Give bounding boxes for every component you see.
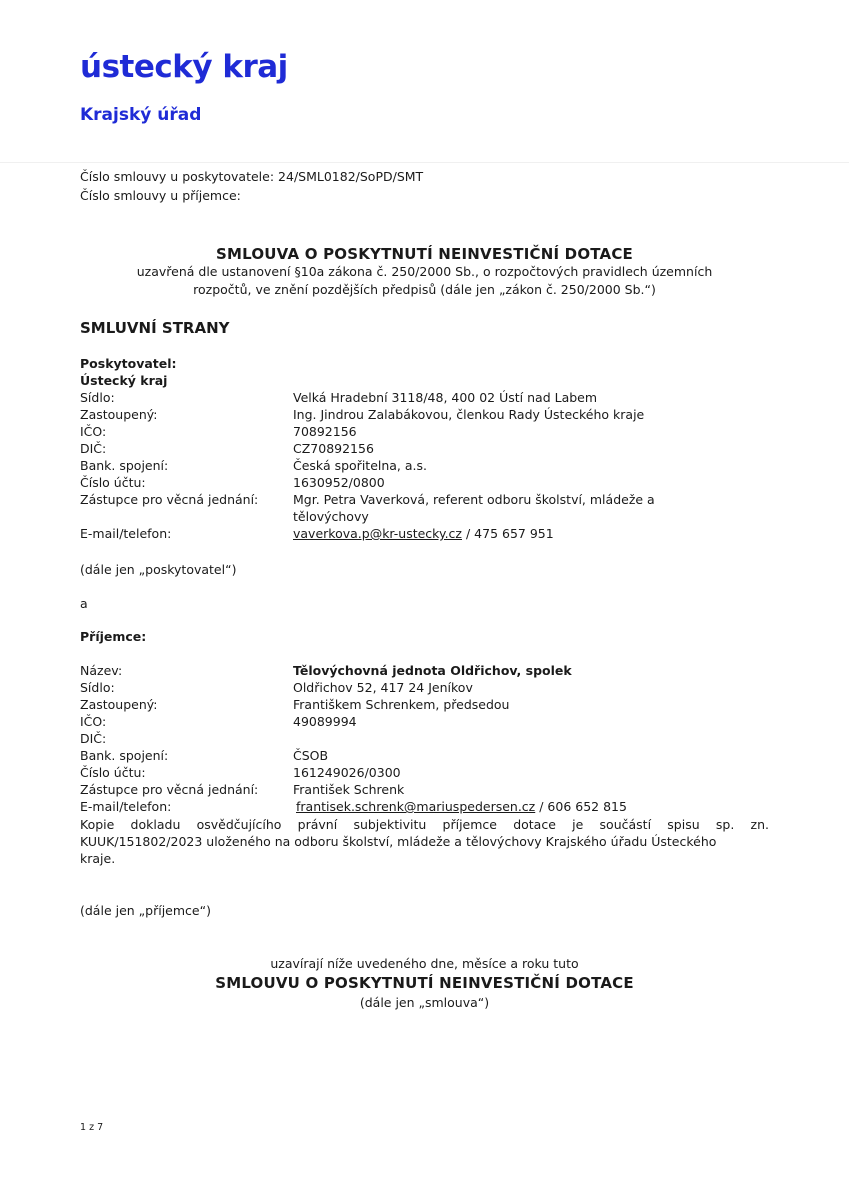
recipient-row-contact [80, 781, 780, 798]
recipient-row-bank [80, 747, 780, 764]
title-subline-1: uzavřená dle ustanovení §10a zákona č. 250/2000 Sb., o rozpočtových pravidlech územních [136, 264, 713, 279]
row-value: František Schrenk [293, 782, 405, 797]
row-value: 70892156 [293, 424, 357, 439]
row-value [293, 525, 554, 542]
recipient-note-line-3: kraje. [80, 851, 116, 866]
row-label: IČO: [80, 714, 107, 729]
provider-row-email [80, 525, 780, 542]
row-value: tělovýchovy [293, 509, 369, 524]
office-subtitle: Krajský úřad [80, 105, 202, 125]
document-title: SMLOUVA O POSKYTNUTÍ NEINVESTIČNÍ DOTACE [215, 245, 634, 263]
recipient-heading: Příjemce: [80, 629, 147, 644]
row-label: Název: [80, 663, 123, 678]
row-label: Číslo účtu: [80, 765, 146, 780]
row-value: 1630952/0800 [293, 475, 385, 490]
recipient-email-link[interactable]: frantisek.schrenk@mariuspedersen.cz [296, 799, 536, 814]
row-value: Velká Hradební 3118/48, 400 02 Ústí nad Labem [293, 390, 598, 405]
row-label: E-mail/telefon: [80, 799, 172, 814]
row-label: E-mail/telefon: [80, 526, 172, 541]
row-label: Zastoupený: [80, 697, 158, 712]
recipient-row-ico [80, 713, 780, 730]
header-divider [0, 162, 849, 163]
recipient-note-line-2: KUUK/151802/2023 uloženého na odboru školství, mládeže a tělovýchovy Krajského úřadu Ústeckého [80, 834, 717, 849]
row-value: Oldřichov 52, 417 24 Jeníkov [293, 680, 473, 695]
logo-ustecky-kraj: ústecký kraj [80, 49, 288, 85]
page-number: 1 z 7 [80, 1122, 104, 1133]
recipient-row-account [80, 764, 780, 781]
provider-contract-number: Číslo smlouvy u poskytovatele: 24/SML0182/SoPD/SMT [80, 169, 424, 184]
row-label: Bank. spojení: [80, 748, 169, 763]
section-title-parties: SMLUVNÍ STRANY [80, 319, 230, 337]
recipient-phone: / 606 652 815 [535, 799, 627, 814]
title-subline-2: rozpočtů, ve znění pozdějších předpisů (dále jen „zákon č. 250/2000 Sb.“) [193, 282, 656, 297]
provider-email-link[interactable]: vaverkova.p@kr-ustecky.cz [293, 526, 462, 541]
closing-alias: (dále jen „smlouva“) [359, 995, 490, 1010]
row-label: Sídlo: [80, 390, 115, 405]
provider-row-represented [80, 406, 780, 423]
recipient-row-name [80, 662, 780, 679]
row-value: Česká spořitelna, a.s. [293, 458, 428, 473]
provider-row-account [80, 474, 780, 491]
provider-row-bank [80, 457, 780, 474]
provider-row-contact-cont [80, 508, 780, 525]
recipient-contract-number: Číslo smlouvy u příjemce: [80, 188, 241, 203]
row-value: ČSOB [293, 748, 329, 763]
row-label: Bank. spojení: [80, 458, 169, 473]
provider-phone: / 475 657 951 [462, 526, 554, 541]
recipient-note-line-1: Kopie dokladu osvědčujícího právní subjektivitu příjemce dotace je součástí spisu sp. zn. [80, 817, 769, 832]
row-value: CZ70892156 [293, 441, 374, 456]
row-value: Františkem Schrenkem, předsedou [293, 697, 510, 712]
provider-alias: (dále jen „poskytovatel“) [80, 562, 237, 577]
row-label: Zastoupený: [80, 407, 158, 422]
row-label: Zástupce pro věcná jednání: [80, 492, 259, 507]
row-label: Zástupce pro věcná jednání: [80, 782, 259, 797]
row-label: Číslo účtu: [80, 475, 146, 490]
row-value: Ing. Jindrou Zalabákovou, členkou Rady Ústeckého kraje [293, 407, 645, 422]
row-label: Sídlo: [80, 680, 115, 695]
provider-name: Ústecký kraj [80, 373, 168, 388]
recipient-row-represented [80, 696, 780, 713]
recipient-row-email [80, 798, 780, 815]
row-value: Tělovýchovná jednota Oldřichov, spolek [293, 663, 572, 678]
closing-title: SMLOUVU O POSKYTNUTÍ NEINVESTIČNÍ DOTACE [215, 974, 634, 992]
and-connector: a [80, 596, 88, 611]
row-label: DIČ: [80, 731, 107, 746]
closing-line: uzavírají níže uvedeného dne, měsíce a roku tuto [270, 956, 579, 971]
row-value: 161249026/0300 [293, 765, 401, 780]
recipient-row-seat [80, 679, 780, 696]
provider-row-seat [80, 389, 780, 406]
row-label: IČO: [80, 424, 107, 439]
row-label: DIČ: [80, 441, 107, 456]
provider-row-ico [80, 423, 780, 440]
provider-row-contact [80, 491, 780, 508]
row-value [296, 798, 627, 815]
row-value: Mgr. Petra Vaverková, referent odboru školství, mládeže a [293, 492, 655, 507]
provider-row-dic [80, 440, 780, 457]
recipient-alias: (dále jen „příjemce“) [80, 903, 211, 918]
recipient-row-dic [80, 730, 780, 747]
row-value: 49089994 [293, 714, 357, 729]
provider-heading: Poskytovatel: [80, 356, 177, 371]
